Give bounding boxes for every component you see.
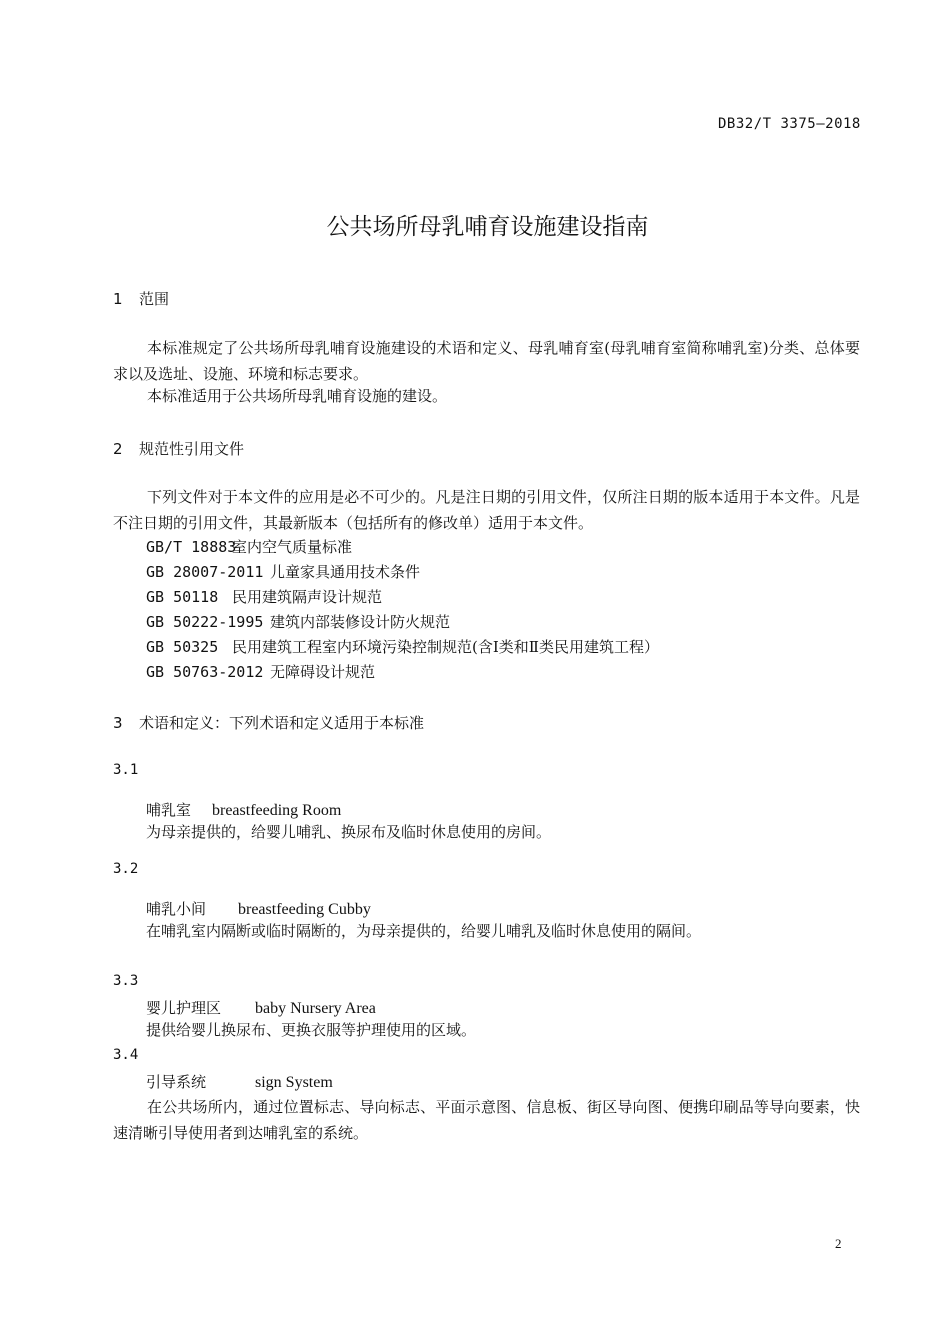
term-english: breastfeeding Room	[212, 802, 342, 819]
section-number: 3	[113, 714, 123, 732]
reference-name: 无障碍设计规范	[270, 663, 376, 681]
term-definition: 提供给婴儿换尿布、更换衣服等护理使用的区域。	[146, 1021, 477, 1039]
term-chinese: 哺乳小间	[146, 900, 207, 918]
reference-item	[146, 586, 382, 607]
document-title: 公共场所母乳哺育设施建设指南	[326, 214, 649, 240]
term-heading	[146, 1071, 333, 1092]
reference-name: 民用建筑工程室内环境污染控制规范(含I类和Ⅱ类民用建筑工程）	[232, 638, 659, 656]
reference-item	[146, 661, 375, 682]
reference-code: GB 50118	[146, 588, 219, 606]
reference-name: 建筑内部装修设计防火规范	[270, 613, 451, 631]
section-title: 范围	[139, 290, 170, 308]
term-number: 3.2	[113, 861, 139, 877]
section-2-intro: 下列文件对于本文件的应用是必不可少的。凡是注日期的引用文件，仅所注日期的版本适用于本文件。凡是不注日期的引用文件，其最新版本（包括所有的修改单）适用于本文件。	[113, 488, 860, 532]
section-title: 术语和定义：下列术语和定义适用于本标准	[139, 714, 425, 732]
term-chinese: 哺乳室	[146, 801, 192, 819]
term-heading	[146, 799, 341, 820]
page-number: 2	[835, 1236, 842, 1251]
term-number: 3.4	[113, 1047, 139, 1063]
reference-name: 室内空气质量标准	[232, 538, 353, 556]
reference-item	[146, 636, 659, 657]
section-1-paragraph-2: 本标准适用于公共场所母乳哺育设施的建设。	[147, 387, 448, 405]
term-chinese: 婴儿护理区	[146, 999, 222, 1017]
term-english: baby Nursery Area	[255, 1000, 376, 1017]
term-definition: 在哺乳室内隔断或临时隔断的，为母亲提供的，给婴儿哺乳及临时休息使用的隔间。	[146, 922, 702, 940]
reference-code: GB 50325	[146, 638, 219, 656]
section-title: 规范性引用文件	[139, 440, 245, 458]
reference-name: 民用建筑隔声设计规范	[232, 588, 383, 606]
section-1-heading	[113, 288, 169, 309]
term-english: sign System	[255, 1074, 333, 1091]
term-heading	[146, 898, 371, 919]
reference-item	[146, 561, 420, 582]
reference-item	[146, 536, 352, 557]
term-english: breastfeeding Cubby	[238, 901, 371, 918]
term-number: 3.3	[113, 973, 139, 989]
term-definition: 为母亲提供的，给婴儿哺乳、换尿布及临时休息使用的房间。	[146, 823, 552, 841]
section-1-paragraph-1: 本标准规定了公共场所母乳哺育设施建设的术语和定义、母乳哺育室(母乳哺育室简称哺乳室)分类、总体要求以及选址、设施、环境和标志要求。	[113, 339, 860, 383]
section-3-heading	[113, 712, 424, 733]
reference-code: GB 50222-1995	[146, 613, 264, 631]
section-number: 1	[113, 290, 123, 308]
term-number: 3.1	[113, 762, 139, 778]
term-chinese: 引导系统	[146, 1073, 207, 1091]
reference-name: 儿童家具通用技术条件	[270, 563, 421, 581]
section-2-heading	[113, 438, 244, 459]
reference-code: GB 28007-2011	[146, 563, 264, 581]
reference-item	[146, 611, 450, 632]
reference-code: GB 50763-2012	[146, 663, 264, 681]
section-number: 2	[113, 440, 123, 458]
reference-code: GB/T 18883	[146, 538, 237, 556]
standard-number: DB32/T 3375—2018	[718, 116, 861, 132]
term-heading	[146, 997, 376, 1018]
term-definition: 在公共场所内，通过位置标志、导向标志、平面示意图、信息板、街区导向图、便携印刷品等导向要素，快速清晰引导使用者到达哺乳室的系统。	[113, 1098, 860, 1142]
